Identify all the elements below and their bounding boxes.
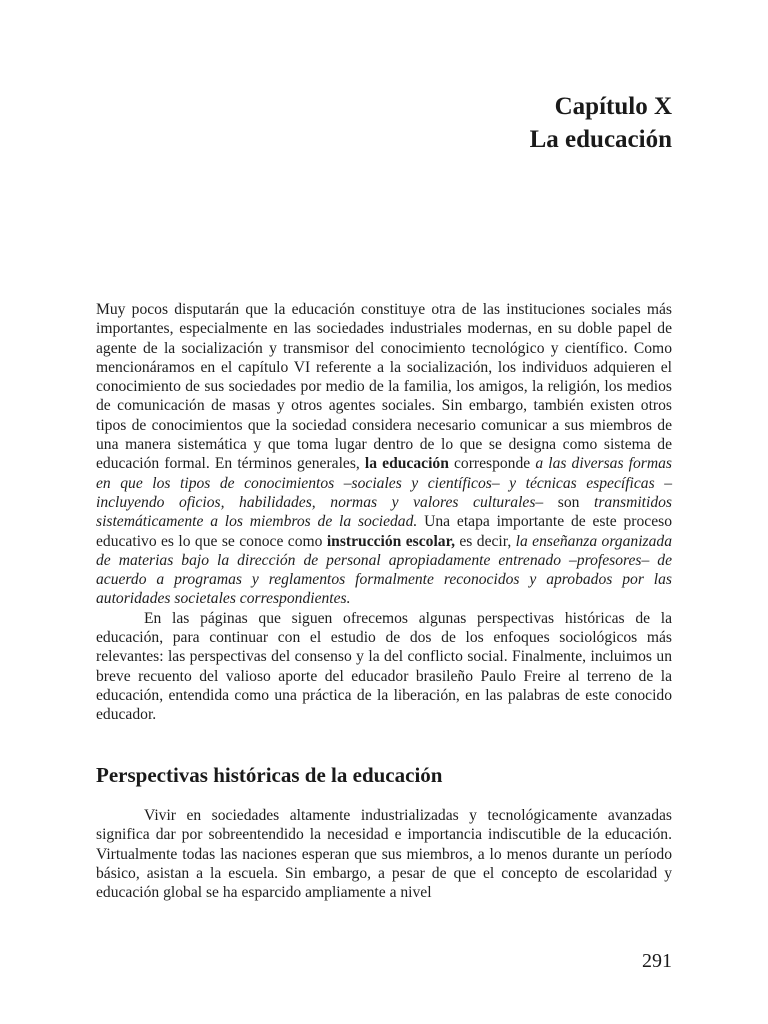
- intro-paragraph-1: [96, 300, 672, 609]
- intro-paragraph-2: En las páginas que siguen ofrecemos algunas perspectivas históricas de la educación, para continuar con el estudio de dos de los enfoques sociológicos más relevantes: las perspectivas del consenso y la del conflicto social. Finalmente, incluimos un breve recuento del valioso aporte del educador brasileño Paulo Freire al terreno de la educación, entendida como una práctica de la liberación, en las palabras de este conocido educador.: [96, 609, 672, 724]
- intro-p1-italic-1: a las diversas formas en que los tipos de conocimientos –sociales y científicos– y técnicas específicas –incluyendo oficios, habilidades, normas y valores culturales–: [96, 455, 672, 511]
- chapter-heading: [530, 90, 672, 156]
- chapter-title: La educación: [529, 126, 672, 153]
- section-paragraph-1: Vivir en sociedades altamente industrializadas y tecnológicamente avanzadas significa dar por sobreentendido la necesidad e importancia indiscutible de la educación. Virtualmente todas las naciones esperan que sus miembros, a lo menos durante un período básico, asistan a la escuela. Sin embargo, a pesar de que el concepto de escolaridad y educación global se ha esparcido ampliamente a nivel: [96, 807, 672, 902]
- intro-p1-text-3: son: [557, 493, 580, 511]
- intro-p1-bold-2: instrucción escolar,: [326, 532, 455, 550]
- intro-p1-text-2: corresponde: [454, 455, 531, 473]
- intro-text: [96, 300, 672, 725]
- intro-p1-text-5: es decir,: [459, 532, 512, 550]
- page-number: 291: [642, 950, 672, 972]
- intro-p1-text-4: Una etapa importante de este proceso educativo es lo que se conoce como: [96, 513, 673, 550]
- section-text: [96, 806, 672, 902]
- chapter-number: Capítulo X: [554, 93, 672, 120]
- intro-p1-italic-2: transmitidos sistemáticamente a los miembros de la sociedad.: [96, 493, 672, 531]
- intro-p1-italic-3: la enseñanza organizada de materias bajo la dirección de personal apropiadamente entrenado –profesores– de acuerdo a programas y reglamentos formalmente reconocidos y aprobados por las autoridades societales correspondientes.: [96, 532, 672, 608]
- section-title: Perspectivas históricas de la educación: [96, 763, 443, 787]
- intro-p1-text-1: Muy pocos disputarán que la educación constituye otra de las instituciones sociales más importantes, especialmente en las sociedades industriales modernas, en su doble papel de agente de la socialización y transmisor del conocimiento tecnológico y científico. Como mencionáramos en el capítulo VI referente a la socialización, los individuos adquieren el conocimiento de sus sociedades por medio de la familia, los amigos, la religión, los medios de comunicación de masas y otros agentes sociales. Sin embargo, también existen otros tipos de conocimientos que la sociedad considera necesario comunicar a sus miembros de una manera sistemática y que toma lugar dentro de lo que se designa como sistema de educación formal. En términos generales,: [96, 301, 672, 473]
- intro-p1-bold-1: la educación: [364, 455, 449, 473]
